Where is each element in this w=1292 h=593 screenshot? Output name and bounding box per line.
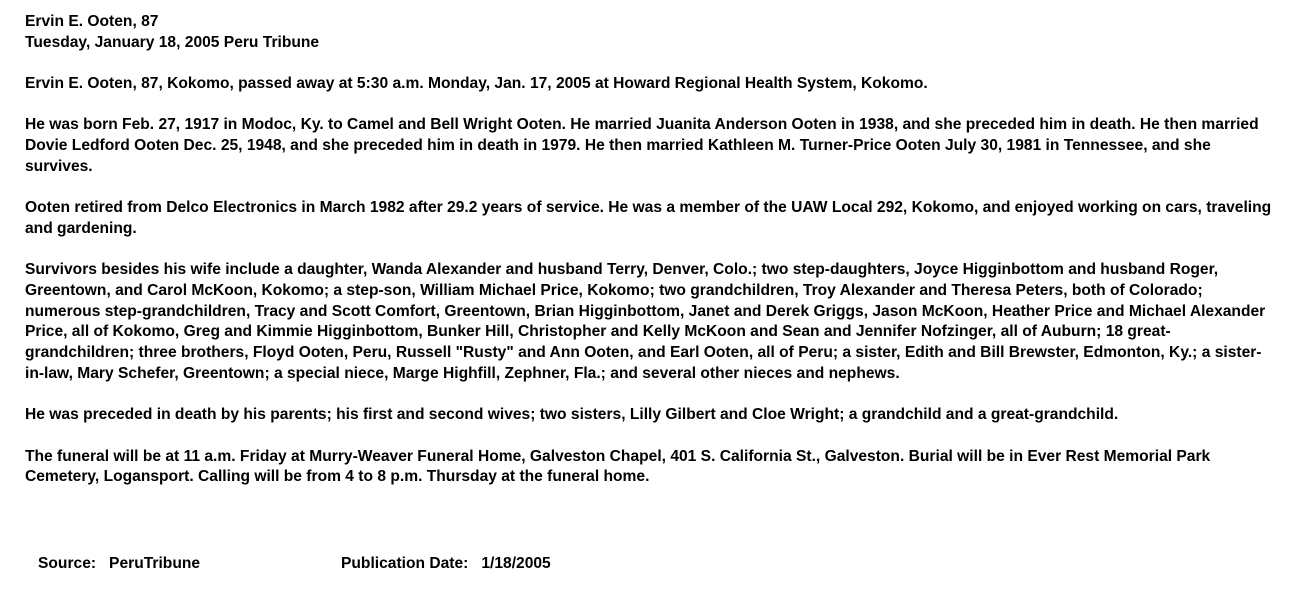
dateline: Tuesday, January 18, 2005 Peru Tribune	[25, 33, 320, 51]
article-header	[25, 12, 1277, 53]
obituary-article	[25, 12, 1277, 509]
source-label: Source: PeruTribune	[38, 555, 201, 572]
paragraph-death-notice: Ervin E. Ooten, 87, Kokomo, passed away at 5:30 a.m. Monday, Jan. 17, 2005 at Howard Regional Health System, Kokomo.	[25, 75, 928, 93]
paragraph-survivors: Survivors besides his wife include a daughter, Wanda Alexander and husband Terry, Denver, Colo.; two step-daughters, Joyce Higginbottom and husband Roger, Greentown, and Carol McKoon, Kokomo; a step-son, William Michael Price, Kokomo; two grandchildren, Troy Alexander and Theresa Peters, both of Colorado; numerous step-grandchildren, Tracy and Scott Comfort, Greentown, Brian Higginbottom, Janet and Derek Griggs, Jason McKoon, Heather Price and Michael Alexander Price, all of Kokomo, Greg and Kimmie Higginbottom, Bunker Hill, Christopher and Kelly McKoon and Sean and Jennifer Nofzinger, all of Auburn; 18 great-grandchildren; three brothers, Floyd Ooten, Peru, Russell "Rusty" and Ann Ooten, and Earl Ooten, all of Peru; a sister, Edith and Bill Brewster, Edmonton, Ky.; a sister-in-law, Mary Schefer, Greentown; a special niece, Marge Highfill, Zephner, Fla.; and several other nieces and nephews.	[25, 261, 1266, 382]
paragraph-preceded: He was preceded in death by his parents; his first and second wives; two sisters, Lilly Gilbert and Cloe Wright; a grandchild and a great-grandchild.	[25, 406, 1119, 424]
publication-date-label: Publication Date: 1/18/2005	[341, 555, 551, 572]
headline: Ervin E. Ooten, 87	[25, 13, 159, 30]
paragraph-biography: He was born Feb. 27, 1917 in Modoc, Ky. to Camel and Bell Wright Ooten. He married Juanita Anderson Ooten in 1938, and she preceded him in death. He then married Dovie Ledford Ooten Dec. 25, 1948, and she preceded him in death in 1979. He then married Kathleen M. Turner-Price Ooten July 30, 1981 in Tennessee, and she survives.	[25, 116, 1259, 175]
paragraph-funeral: The funeral will be at 11 a.m. Friday at Murry-Weaver Funeral Home, Galveston Chapel, 401 S. California St., Galveston. Burial will be in Ever Rest Memorial Park Cemetery, Logansport. Calling will be from 4 to 8 p.m. Thursday at the funeral home.	[25, 447, 1211, 486]
paragraph-career: Ooten retired from Delco Electronics in March 1982 after 29.2 years of service. He was a member of the UAW Local 292, Kokomo, and enjoyed working on cars, traveling and gardening.	[25, 199, 1272, 237]
